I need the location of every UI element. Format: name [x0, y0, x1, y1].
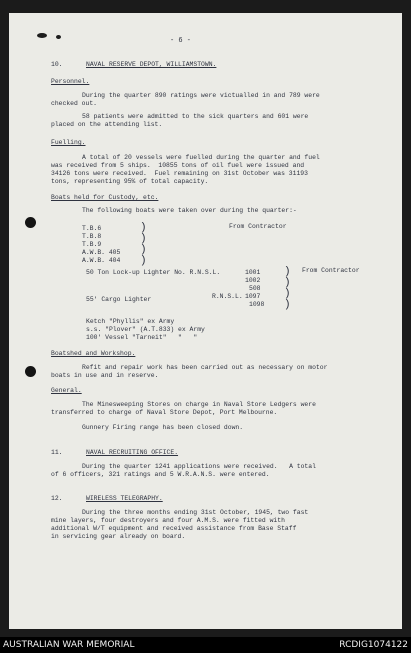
lighter-2-number: 1097: [245, 293, 261, 300]
ink-blot: [37, 33, 47, 38]
boat-item: T.B.8: [82, 233, 102, 240]
section-10-title: NAVAL RESERVE DEPOT, WILLIAMSTOWN.: [86, 61, 217, 68]
vessel-item: s.s. "Plover" (A.T.833) ex Army: [86, 326, 205, 333]
punch-hole: [25, 217, 36, 228]
punch-hole: [25, 366, 36, 377]
boat-item: T.B.6: [82, 225, 102, 232]
section-11-title: NAVAL RECRUITING OFFICE.: [86, 449, 179, 456]
lighter-2-name: 55' Cargo Lighter: [86, 296, 152, 303]
recruiting-line: During the quarter 1241 applications were received. A total: [82, 463, 316, 470]
ink-blot: [56, 35, 61, 39]
personnel-line: 58 patients were admitted to the sick quarters and 601 were: [82, 113, 309, 120]
footer-record-id: RCDIG1074122: [339, 640, 408, 650]
section-11-number: 11.: [51, 449, 63, 456]
general-line: Gunnery Firing range has been closed down.: [82, 424, 244, 431]
section-12-title: WIRELESS TELEGRAPHY.: [86, 495, 163, 502]
lighter-1-name: 50 Ton Lock-up Lighter No. R.N.S.L.: [86, 269, 221, 276]
lighter-1-number: 508: [249, 285, 261, 292]
fuelling-line: 34126 tons were received. Fuel remaining on 31st October was 31193: [51, 170, 308, 177]
general-line: transferred to charge of Naval Store Depot, Port Melbourne.: [51, 409, 278, 416]
archive-footer: [0, 637, 411, 653]
boats-heading: Boats held for Custody, etc.: [51, 194, 159, 201]
document-page: [9, 13, 402, 629]
section-12-number: 12.: [51, 495, 63, 502]
section-10-number: 10.: [51, 61, 63, 68]
lighter-2-prefix: R.N.S.L.: [212, 293, 243, 300]
personnel-line: placed on the attending list.: [51, 121, 163, 128]
wireless-line: in servicing gear already on board.: [51, 533, 186, 540]
fuelling-line: was received from 5 ships. 10855 tons of oil fuel were issued and: [51, 162, 305, 169]
boat-source: From Contractor: [229, 223, 287, 230]
wireless-line: mine layers, four destroyers and four A.M.S. were fitted with: [51, 517, 285, 524]
boat-source: From Contractor: [302, 267, 360, 274]
boats-intro: The following boats were taken over during the quarter:-: [82, 207, 297, 214]
vessel-item: Ketch "Phyllis" ex Army: [86, 318, 175, 325]
general-line: The Minesweeping Stores on charge in Naval Store Ledgers were: [82, 401, 316, 408]
personnel-heading: Personnel.: [51, 78, 90, 85]
fuelling-line: tons, representing 95% of total capacity.: [51, 178, 209, 185]
personnel-line: checked out.: [51, 100, 98, 107]
fuelling-line: A total of 20 vessels were fuelled during the quarter and fuel: [82, 154, 320, 161]
boatshed-line: Refit and repair work has been carried out as necessary on motor: [82, 364, 328, 371]
general-heading: General.: [51, 387, 82, 394]
brace-mark: ) ) ) ): [140, 222, 147, 267]
boat-item: A.W.B. 404: [82, 257, 121, 264]
recruiting-line: of 6 officers, 321 ratings and 5 W.R.A.N.S. were entered.: [51, 471, 270, 478]
fuelling-heading: Fuelling.: [51, 139, 86, 146]
lighter-2-number: 1098: [249, 301, 265, 308]
wireless-line: During the three months ending 31st October, 1945, two fast: [82, 509, 309, 516]
brace-mark: ) ) ) ): [284, 266, 291, 311]
lighter-1-number: 1001: [245, 269, 261, 276]
boat-item: A.W.B. 405: [82, 249, 121, 256]
boat-item: T.B.9: [82, 241, 102, 248]
footer-institution: AUSTRALIAN WAR MEMORIAL: [3, 640, 135, 650]
page-number: - 6 -: [170, 37, 192, 45]
boatshed-heading: Boatshed and Workshop.: [51, 350, 136, 357]
vessel-item: 100' Vessel "Tarneit" " ": [86, 334, 198, 341]
wireless-line: additional W/T equipment and received assistance from Base Staff: [51, 525, 297, 532]
boatshed-line: boats in use and in reserve.: [51, 372, 159, 379]
lighter-1-number: 1002: [245, 277, 261, 284]
personnel-line: During the quarter 890 ratings were victualled in and 789 were: [82, 92, 320, 99]
